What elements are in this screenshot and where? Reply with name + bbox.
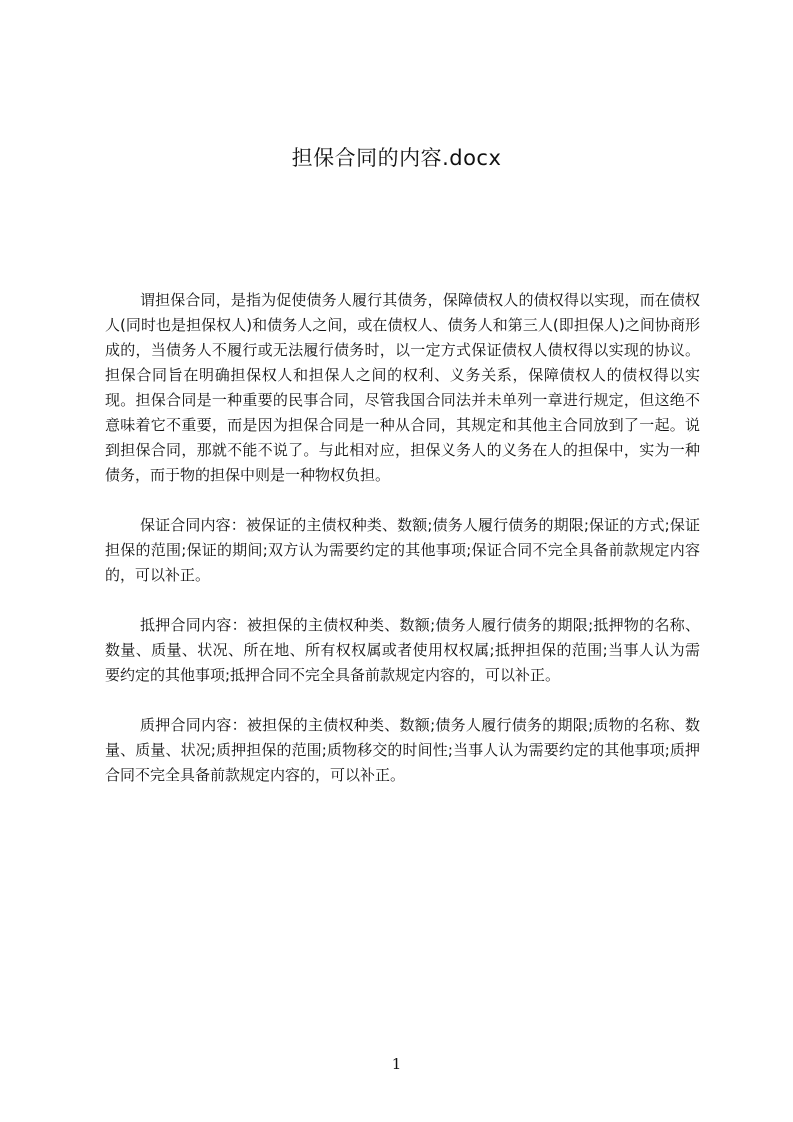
paragraph-definition: 谓担保合同，是指为促使债务人履行其债务，保障债权人的债权得以实现，而在债权人(同时也是担保权人)和债务人之间，或在债权人、债务人和第三人(即担保人)之间协商形成的，当债务人不履行或无法履行债务时，以一定方式保证债权人债权得以实现的协议。担保合同旨在明确担保权人和担保人之间的权利、义务关系，保障债权人的债权得以实现。担保合同是一种重要的民事合同，尽管我国合同法并未单列一章进行规定，但这绝不意味着它不重要，而是因为担保合同是一种从合同，其规定和其他主合同放到了一起。说到担保合同，那就不能不说了。与此相对应，担保义务人的义务在人的担保中，实为一种债务，而于物的担保中则是一种物权负担。 (105, 291, 700, 484)
paragraph-pledge-contract: 质押合同内容：被担保的主债权种类、数额;债务人履行债务的期限;质物的名称、数量、质量、状况;质押担保的范围;质物移交的时间性;当事人认为需要约定的其他事项;质押合同不完全具备前款规定内容的，可以补正。 (105, 716, 700, 784)
paragraph-guarantee-contract: 保证合同内容：被保证的主债权种类、数额;债务人履行债务的期限;保证的方式;保证担保的范围;保证的期间;双方认为需要约定的其他事项;保证合同不完全具备前款规定内容的，可以补正。 (105, 516, 700, 584)
document-title: 担保合同的内容.docx (291, 146, 502, 170)
page-number: 1 (391, 1055, 402, 1073)
paragraph-mortgage-contract: 抵押合同内容：被担保的主债权种类、数额;债务人履行债务的期限;抵押物的名称、数量、质量、状况、所在地、所有权权属或者使用权权属;抵押担保的范围;当事人认为需要约定的其他事项;抵押合同不完全具备前款规定内容的，可以补正。 (105, 616, 700, 684)
document-body (105, 288, 700, 813)
